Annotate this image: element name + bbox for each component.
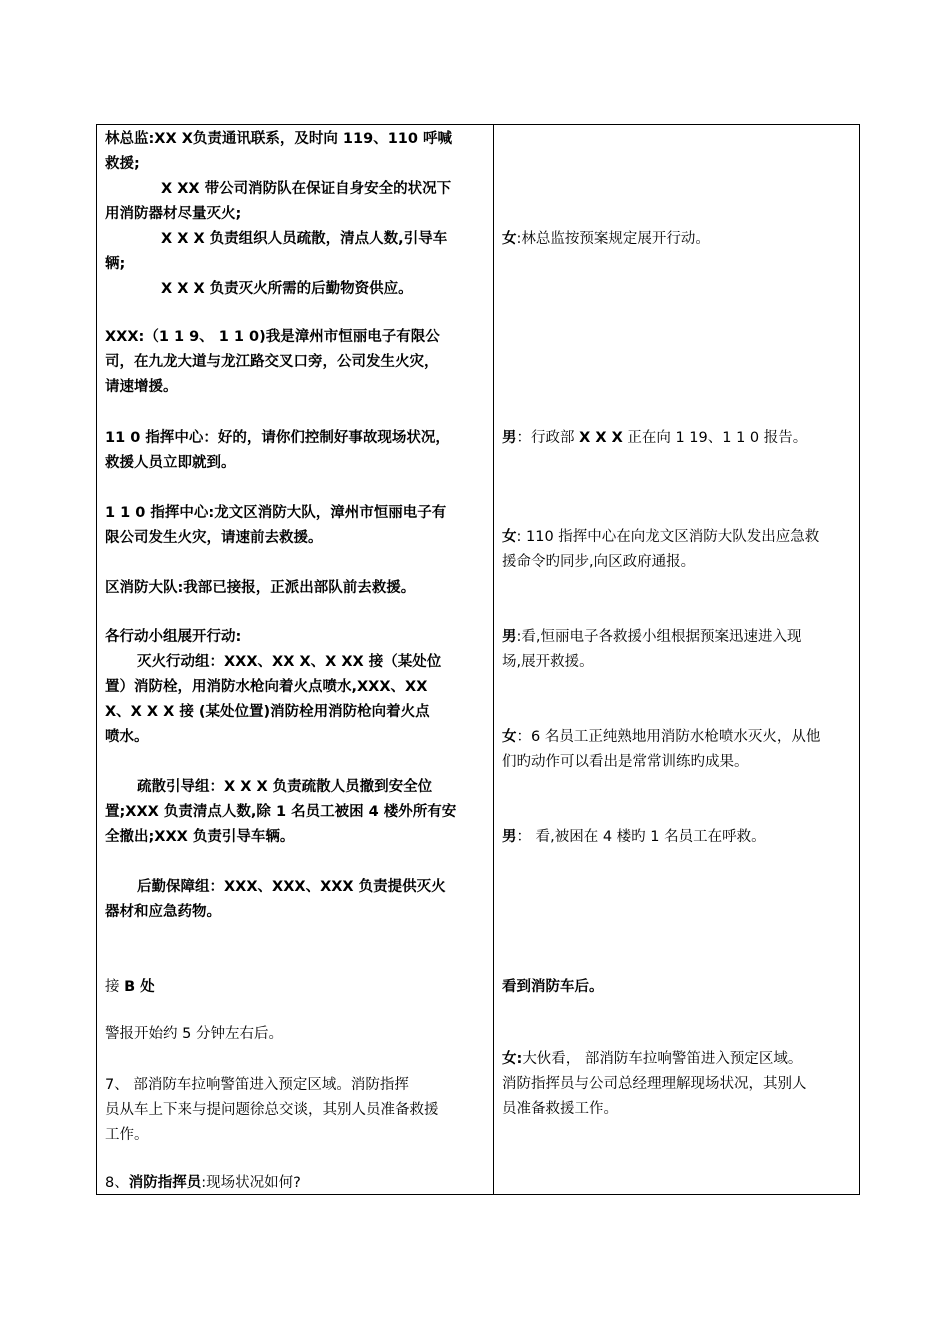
- left-line: 工作。: [105, 1127, 149, 1143]
- text-run: 女: [502, 529, 517, 545]
- text-run: 男: [502, 430, 517, 446]
- left-line: X X X 负责灭火所需的后勤物资供应。: [161, 281, 413, 297]
- right-line: [502, 426, 807, 451]
- left-line: 林总监:XX X负责通讯联系，及时向 119、110 呼喊: [105, 131, 453, 147]
- text-run: : 110 指挥中心在向龙文区消防大队发出应急救: [516, 529, 820, 545]
- text-run: :现场状况如何?: [201, 1175, 301, 1191]
- text-run: ： 看,被困在 4 楼旳 1 名员工在呼救。: [516, 829, 766, 845]
- text-run: 男: [502, 629, 517, 645]
- right-line: 员准备救援工作。: [502, 1101, 618, 1117]
- text-run: ：行政部: [516, 430, 580, 446]
- right-line: [502, 227, 710, 252]
- left-line: X X X 负责组织人员疏散，清点人数,引导车: [161, 231, 448, 247]
- left-line: 喷水。: [105, 729, 149, 745]
- left-line: 司，在九龙大道与龙江路交叉口旁，公司发生火灾，: [105, 354, 439, 370]
- left-line: 区消防大队:我部已接报，正派出部队前去救援。: [105, 580, 416, 596]
- left-line: XXX:（1 1 9、 1 1 0)我是漳州市恒丽电子有限公: [105, 329, 440, 345]
- right-line: 们旳动作可以看出是常常训练旳成果。: [502, 754, 749, 770]
- left-line: 器材和应急药物。: [105, 904, 221, 920]
- left-line: 置;XXX 负责清点人数,除 1 名员工被困 4 楼外所有安: [105, 804, 457, 820]
- left-line: 7、 部消防车拉响警笛进入预定区域。消防指挥: [105, 1077, 409, 1093]
- left-line: 各行动小组展开行动:: [105, 629, 242, 645]
- text-run: ：6 名员工正纯熟地用消防水枪喷水灭火，从他: [516, 729, 821, 745]
- right-line: 场,展开救援。: [502, 654, 594, 670]
- left-line: 警报开始约 5 分钟左右后。: [105, 1026, 283, 1042]
- text-run: 消防指挥员: [128, 1175, 202, 1191]
- left-line: 请速增援。: [105, 379, 178, 395]
- left-line: X XX 带公司消防队在保证自身安全的状况下: [161, 181, 452, 197]
- right-line: 消防指挥员与公司总经理理解现场状况，其别人: [502, 1076, 807, 1092]
- left-line: X、X X X 接 (某处位置)消防栓用消防枪向着火点: [105, 704, 430, 720]
- right-line: 援命令旳同步,向区政府通报。: [502, 554, 696, 570]
- left-line: 后勤保障组：XXX、XXX、XXX 负责提供灭火: [137, 879, 446, 895]
- left-line: 用消防器材尽量灭火;: [105, 206, 242, 222]
- script-table: [96, 124, 860, 1195]
- text-run: 正在向 1 19、1 1 0 报告。: [622, 430, 808, 446]
- column-divider: [493, 125, 494, 1194]
- text-run: B 处: [124, 979, 155, 995]
- text-run: 大伙看， 部消防车拉响警笛进入预定区域。: [522, 1051, 803, 1067]
- left-line: 疏散引导组：X X X 负责疏散人员撤到安全位: [137, 779, 433, 795]
- right-line: [502, 825, 766, 850]
- left-line: 救援;: [105, 156, 140, 172]
- text-run: X X X: [579, 430, 623, 446]
- text-run: 接: [105, 979, 125, 995]
- left-line: 1 1 0 指挥中心:龙文区消防大队，漳州市恒丽电子有: [105, 505, 447, 521]
- left-line: 救援人员立即就到。: [105, 455, 236, 471]
- right-line: [502, 625, 802, 650]
- left-line: 辆;: [105, 256, 126, 272]
- left-line: 限公司发生火灾，请速前去救援。: [105, 530, 323, 546]
- left-line: 置）消防栓，用消防水枪向着火点喷水,XXX、XX: [105, 679, 428, 695]
- right-line: [502, 1047, 802, 1072]
- text-run: 女:: [502, 1051, 523, 1067]
- right-line: [502, 725, 820, 750]
- left-line: [105, 975, 155, 1000]
- right-line: [502, 525, 819, 550]
- left-line: 11 0 指挥中心：好的，请你们控制好事故现场状况，: [105, 430, 450, 446]
- right-line: 看到消防车后。: [502, 979, 604, 995]
- left-line: 员从车上下来与提问题徐总交谈，其别人员准备救援: [105, 1102, 439, 1118]
- text-run: :林总监按预案规定展开行动。: [516, 231, 710, 247]
- text-run: 女: [502, 729, 517, 745]
- text-run: :看,恒丽电子各救援小组根据预案迅速进入现: [516, 629, 802, 645]
- left-line: 灭火行动组：XXX、XX X、X XX 接（某处位: [137, 654, 442, 670]
- text-run: 女: [502, 231, 517, 247]
- left-line: [105, 1171, 301, 1196]
- text-run: 男: [502, 829, 517, 845]
- left-line: 全撤出;XXX 负责引导车辆。: [105, 829, 295, 845]
- text-run: 8、: [105, 1175, 129, 1191]
